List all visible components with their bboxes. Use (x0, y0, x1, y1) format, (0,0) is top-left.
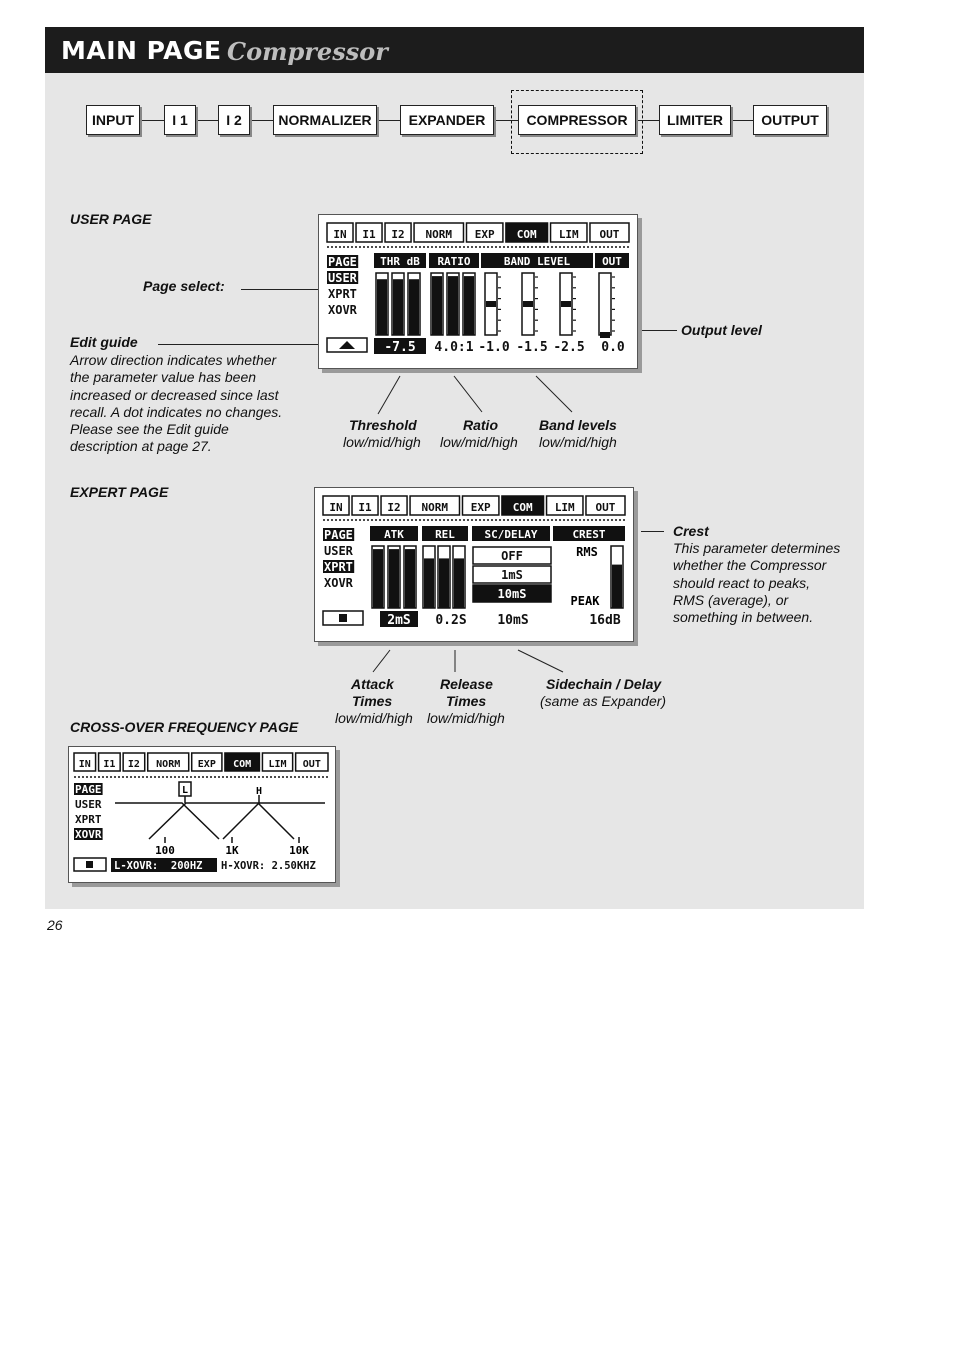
lcd-tab-label: OUT (595, 501, 616, 514)
crest-leader (641, 531, 664, 532)
page-select-label: Page select: (143, 278, 225, 294)
lcd-tab-label: EXP (470, 501, 491, 514)
lcd-tab-label: LIM (554, 501, 575, 514)
lcd-user-bars (376, 273, 615, 338)
attack-bar (389, 549, 399, 608)
crest-rms-label: RMS (576, 545, 598, 559)
lcd-tab-row (74, 753, 328, 771)
lcd-xover-svg (69, 747, 335, 882)
page-subtitle: Compressor (227, 37, 388, 66)
lcd-user-header: THR dB (380, 255, 420, 268)
lcd-user-value: 0.0 (601, 340, 625, 355)
lcd-page-user: USER (328, 271, 357, 285)
edit-guide-line: description at page 27. (70, 438, 212, 455)
lcd-tab-label: LIM (558, 228, 579, 241)
chain-block-compressor[interactable]: COMPRESSOR (518, 105, 636, 135)
lcd-page-list (323, 528, 354, 590)
band-level-bar (486, 301, 496, 307)
chain-block-normalizer[interactable]: NORMALIZER (273, 105, 377, 135)
lcd-xover-page (68, 746, 336, 883)
attack-sublabel: low/mid/high (335, 710, 413, 726)
edit-guide-line: recall. A dot indicates no changes. (70, 403, 283, 420)
lcd-user-svg (319, 215, 637, 368)
lcd-tab-label: I1 (103, 759, 116, 770)
ratio-bar (464, 276, 474, 335)
ratio-label: Ratio (463, 417, 498, 433)
band-levels-sublabel: low/mid/high (539, 434, 617, 450)
threshold-label: Threshold (349, 417, 417, 433)
crest-line: whether the Compressor (673, 557, 827, 574)
lcd-expert-page (314, 487, 634, 642)
lcd-expert-header: REL (435, 528, 455, 541)
lcd-page-page: PAGE (324, 528, 353, 542)
ratio-bar (432, 276, 442, 335)
section-expert-page: EXPERT PAGE (70, 484, 169, 500)
lcd-expert-value: 2mS (387, 613, 411, 628)
xover-high-value: H-XOVR: 2.50KHZ (221, 860, 316, 872)
lcd-tab-label: I2 (387, 501, 401, 514)
lcd-expert-values (380, 611, 621, 628)
output-level-label: Output level (681, 322, 762, 338)
edit-guide-line: increased or decreased since last (70, 386, 279, 403)
lcd-user-value: -1.5 (516, 340, 548, 355)
threshold-bar (377, 279, 387, 335)
xover-marker-high-label: H (255, 786, 263, 797)
lcd-user-value: 4.0:1 (434, 340, 474, 355)
lcd-expert-value: 10mS (497, 613, 529, 628)
edit-guide-line: Please see the Edit guide (70, 421, 229, 438)
release-sublabel: low/mid/high (427, 710, 505, 726)
xover-marker-low-label: L (181, 785, 189, 796)
chain-block-i1[interactable]: I 1 (164, 105, 196, 135)
chain-block-output[interactable]: OUTPUT (753, 105, 827, 135)
crest-description (673, 540, 873, 626)
edit-guide-dot-icon (323, 611, 363, 625)
chain-connector (377, 120, 400, 121)
lcd-tab-label: I2 (391, 228, 405, 241)
attack-label: Attack (351, 676, 394, 692)
release-label: Release (440, 676, 493, 692)
lcd-page-xprt: XPRT (324, 560, 353, 574)
lcd-page-user: USER (75, 798, 102, 811)
release-bar (454, 558, 464, 608)
edit-guide-arrow-icon (327, 338, 367, 352)
delay-option: OFF (501, 549, 523, 563)
lcd-tab-label: LIM (268, 759, 287, 770)
xover-marker-low (179, 782, 191, 796)
expert-page-leaders (360, 645, 580, 680)
chain-connector (140, 120, 164, 121)
xover-freq-10k: 10K (289, 844, 309, 857)
lcd-expert-value: 0.2S (435, 613, 467, 628)
xover-marker-high (256, 786, 262, 797)
lcd-expert-bars (372, 546, 465, 608)
lcd-user-header: OUT (602, 255, 622, 268)
lcd-page-xovr: XOVR (75, 828, 102, 841)
lcd-tab-label: I2 (127, 759, 140, 770)
lcd-tab-label: EXP (474, 228, 495, 241)
lcd-tab-label: COM (516, 228, 537, 241)
user-page-leaders (300, 370, 600, 420)
crest-line: RMS (average), or (673, 591, 789, 608)
chain-block-expander[interactable]: EXPANDER (400, 105, 494, 135)
lcd-tab-label: COM (512, 501, 533, 514)
xover-freq-100: 100 (155, 844, 175, 857)
lcd-expert-svg (315, 488, 633, 641)
attack-bar (405, 549, 415, 608)
ratio-sublabel: low/mid/high (440, 434, 518, 450)
lcd-user-values (374, 338, 625, 355)
lcd-tab-label: IN (78, 759, 91, 770)
section-user-page: USER PAGE (70, 211, 152, 227)
edit-guide-description (70, 352, 310, 456)
output-level-bar-frame (599, 273, 611, 335)
xover-freq-ticks (155, 837, 309, 857)
threshold-bar (409, 279, 419, 335)
lcd-tab-label: IN (329, 501, 343, 514)
xover-curve (115, 795, 325, 839)
attack-label-2: Times (352, 693, 393, 709)
lcd-page-page: PAGE (75, 783, 102, 796)
lcd-user-value: -2.5 (553, 340, 585, 355)
lcd-tab-label: I1 (362, 228, 376, 241)
lcd-expert-header: CREST (572, 528, 606, 541)
lcd-expert-value: 16dB (589, 613, 621, 628)
band-level-bar (561, 301, 571, 307)
delay-option: 10mS (497, 587, 527, 601)
chain-block-limiter[interactable]: LIMITER (659, 105, 731, 135)
lcd-expert-headers (370, 526, 625, 541)
ratio-bar (448, 276, 458, 335)
lcd-delay-options (473, 547, 551, 602)
lcd-tab-row (327, 223, 629, 242)
lcd-tab-label: IN (333, 228, 347, 241)
lcd-tab-label: EXP (197, 759, 216, 770)
lcd-user-page (318, 214, 638, 369)
lcd-tab-label: NORM (425, 228, 453, 241)
lcd-page-user: USER (324, 544, 353, 558)
edit-guide-dot-icon (74, 858, 106, 871)
lcd-crest-meter (571, 545, 623, 608)
lcd-page-xprt: XPRT (328, 287, 357, 301)
output-level-bar (600, 332, 610, 338)
band-levels-label: Band levels (539, 417, 617, 433)
band-level-bar (523, 301, 533, 307)
threshold-bar (393, 279, 403, 335)
section-xover-page: CROSS-OVER FREQUENCY PAGE (70, 719, 299, 735)
lcd-page-xprt: XPRT (75, 813, 102, 826)
lcd-page-list (327, 255, 358, 317)
lcd-user-headers (374, 253, 629, 268)
lcd-expert-header: SC/DELAY (484, 528, 538, 541)
crest-peak-label: PEAK (570, 594, 600, 608)
crest-bar (612, 565, 622, 608)
release-bar (439, 558, 449, 608)
page-header (45, 27, 864, 73)
crest-line: should react to peaks, (673, 574, 810, 591)
page-number: 26 (47, 917, 63, 933)
edit-guide-line: Arrow direction indicates whether (70, 352, 277, 368)
crest-title: Crest (673, 523, 709, 539)
lcd-tab-label: COM (233, 759, 252, 770)
lcd-tab-label: NORM (156, 759, 181, 770)
crest-line: something in between. (673, 609, 814, 626)
chain-connector (731, 120, 753, 121)
lcd-page-xovr: XOVR (328, 303, 357, 317)
delay-option: 1mS (501, 568, 523, 582)
edit-guide-leader (158, 344, 320, 345)
xover-freq-1k: 1K (225, 844, 239, 857)
edit-guide-title: Edit guide (70, 334, 138, 350)
attack-bar (373, 549, 383, 608)
chain-block-input[interactable]: INPUT (86, 105, 140, 135)
release-bar (424, 558, 434, 608)
xover-low-value: L-XOVR: 200HZ (114, 860, 203, 872)
threshold-sublabel: low/mid/high (343, 434, 421, 450)
lcd-user-value: -7.5 (384, 340, 416, 355)
lcd-page-xovr: XOVR (324, 576, 353, 590)
lcd-expert-header: ATK (384, 528, 404, 541)
release-label-2: Times (446, 693, 487, 709)
lcd-user-header: RATIO (437, 255, 471, 268)
sidechain-label: Sidechain / Delay (546, 676, 662, 692)
sidechain-sublabel: (same as Expander) (540, 693, 667, 709)
lcd-tab-label: OUT (599, 228, 620, 241)
chain-connector (196, 120, 218, 121)
crest-line: This parameter determines (673, 540, 841, 556)
lcd-page-list (74, 783, 103, 841)
lcd-tab-row (323, 496, 625, 515)
edit-guide-line: the parameter value has been (70, 369, 257, 386)
output-level-leader (641, 330, 677, 331)
lcd-page-page: PAGE (328, 255, 357, 269)
lcd-user-header: BAND LEVEL (503, 255, 571, 268)
lcd-user-value: -1.0 (478, 340, 510, 355)
lcd-tab-label: OUT (302, 759, 321, 770)
chain-connector (250, 120, 273, 121)
lcd-tab-label: I1 (358, 501, 372, 514)
chain-block-i2[interactable]: I 2 (218, 105, 250, 135)
page-title: MAIN PAGE (61, 36, 222, 65)
lcd-tab-label: NORM (421, 501, 449, 514)
page-select-leader (241, 289, 322, 290)
